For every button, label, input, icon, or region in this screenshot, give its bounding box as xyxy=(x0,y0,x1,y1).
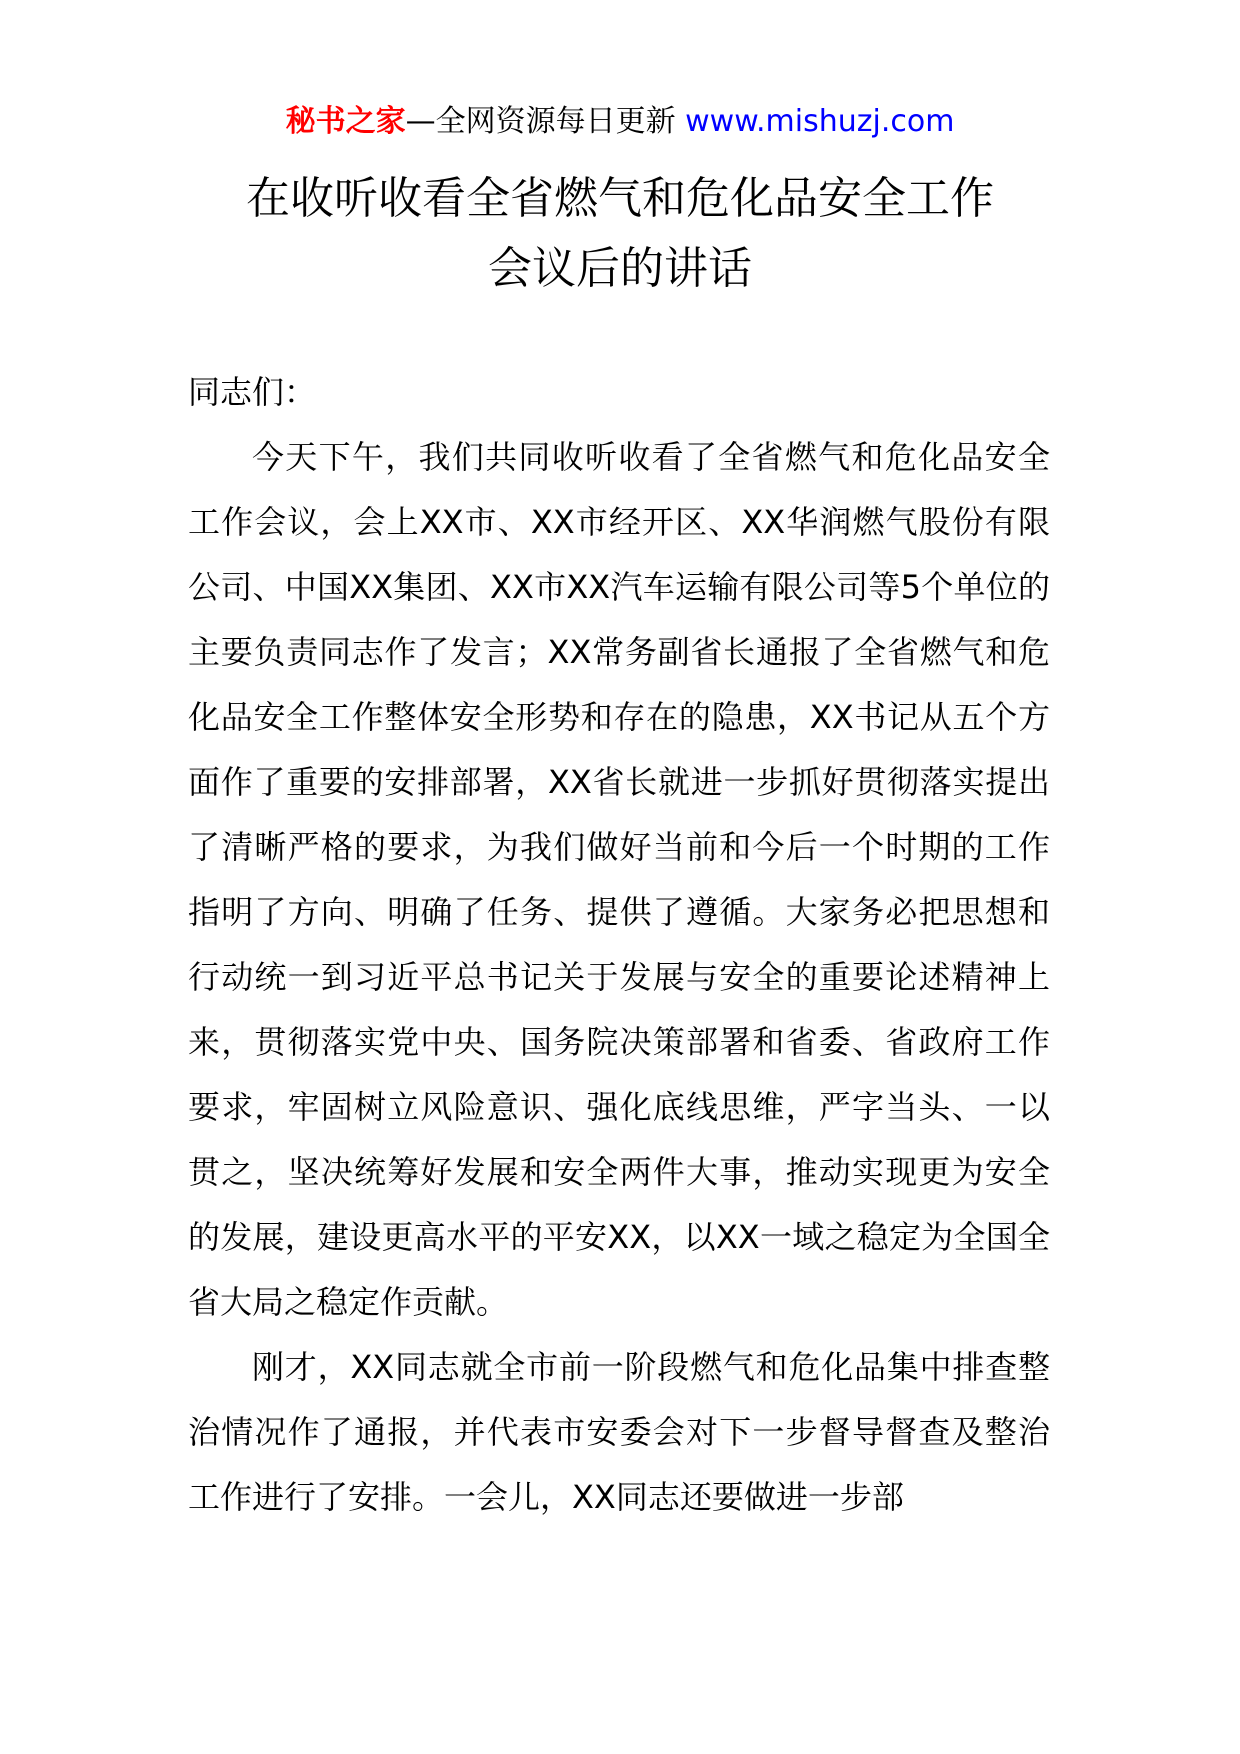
title-line-1: 在收听收看全省燃气和危化品安全工作 xyxy=(246,173,994,224)
site-header xyxy=(0,102,1240,142)
header-slogan: —全网资源每日更新 xyxy=(405,104,686,139)
body-paragraph-2: 刚才，XX同志就全市前一阶段燃气和危化品集中排查整治情况作了通报，并代表市安委会对下一步督导督查及整治工作进行了安排。一会儿，XX同志还要做进一步部 xyxy=(188,1348,1050,1516)
salutation: 同志们： xyxy=(188,373,317,411)
title-line-2: 会议后的讲话 xyxy=(488,243,752,294)
document-body xyxy=(188,360,1050,1530)
brand-name: 秘书之家 xyxy=(285,104,406,139)
body-paragraph-1: 今天下午，我们共同收听收看了全省燃气和危化品安全工作会议，会上XX市、XX市经开区、XX华润燃气股份有限公司、中国XX集团、XX市XX汽车运输有限公司等5个单位的主要负责同志作了发言；XX常务副省长通报了全省燃气和危化品安全工作整体安全形势和存在的隐患，XX书记从五个方面作了重要的安排部署，XX省长就进一步抓好贯彻落实提出了清晰严格的要求，为我们做好当前和今后一个时期的工作指明了方向、明确了任务、提供了遵循。大家务必把思想和行动统一到习近平总书记关于发展与安全的重要论述精神上来，贯彻落实党中央、国务院决策部署和省委、省政府工作要求，牢固树立风险意识、强化底线思维，严字当头、一以贯之，坚决统筹好发展和安全两件大事，推动实现更为安全的发展，建设更高水平的平安XX，以XX一域之稳定为全国全省大局之稳定作贡献。 xyxy=(188,438,1050,1321)
document-title xyxy=(0,164,1240,304)
site-url-link[interactable]: www.mishuzj.com xyxy=(685,104,955,139)
